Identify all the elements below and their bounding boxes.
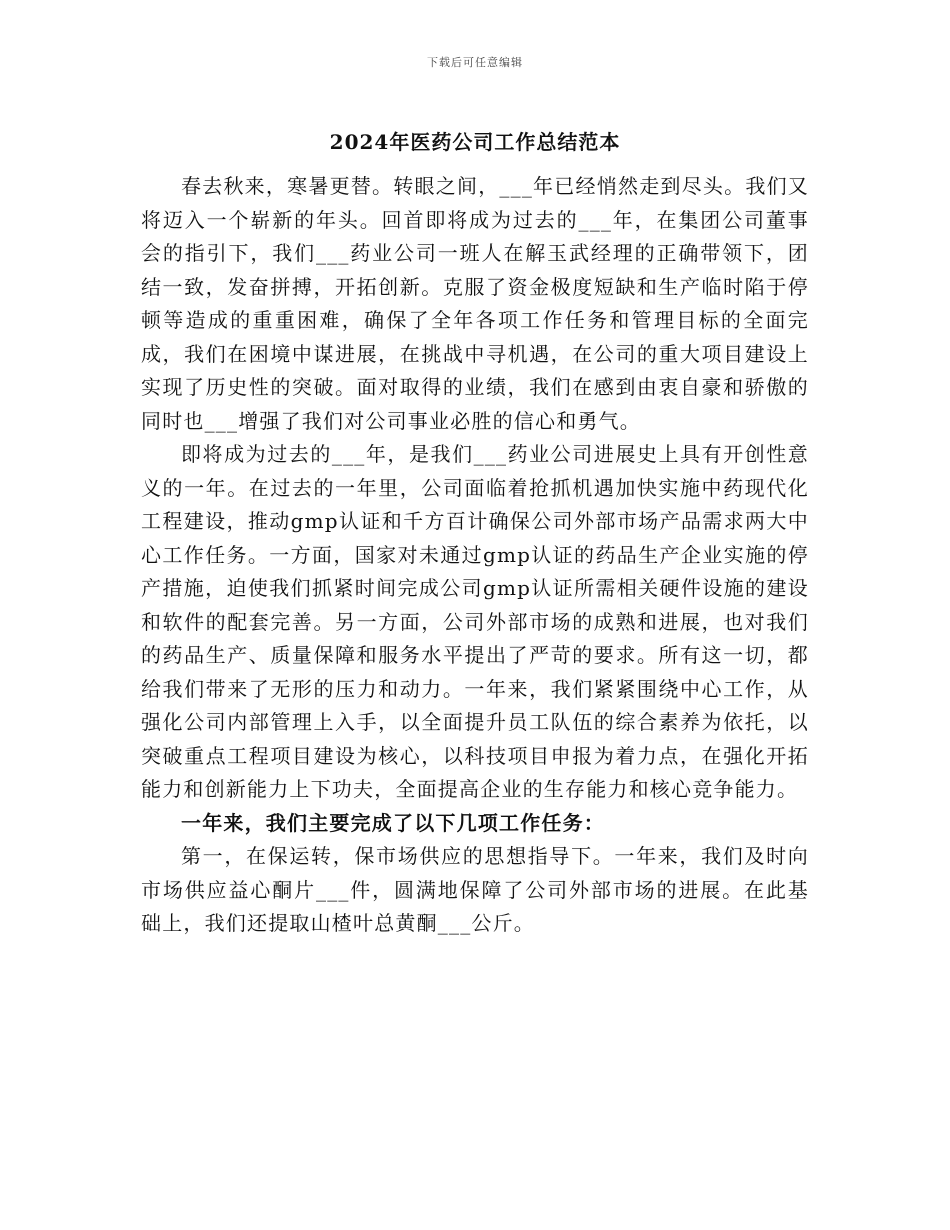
document-title: 2024年医药公司工作总结范本 — [329, 130, 621, 154]
header-note: 下载后可任意编辑 — [427, 56, 523, 69]
section-heading: 一年来，我们主要完成了以下几项工作任务： — [181, 810, 605, 835]
body-paragraph: 春去秋来，寒暑更替。转眼之间，___年已经悄然走到尽头。我们又将迈入一个崭新的年头。回首即将成为过去的___年，在集团公司董事会的指引下，我们___药业公司一班人在解玉武经理的正确带领下，团结一致，发奋拼搏，开拓创新。克服了资金极度短缺和生产临时陷于停顿等造成的重重困难，确保了全年各项工作任务和管理目标的全面完成，我们在困境中谋进展，在挑战中寻机遇，在公司的重大项目建设上实现了历史性的突破。面对取得的业绩，我们在感到由衷自豪和骄傲的同时也___增强了我们对公司事业必胜的信心和勇气。 — [141, 174, 809, 433]
body-paragraph: 第一，在保运转，保市场供应的思想指导下。一年来，我们及时向市场供应益心酮片___件，圆满地保障了公司外部市场的进展。在此基础上，我们还提取山楂叶总黄酮___公斤。 — [141, 844, 809, 935]
document-body — [141, 170, 809, 941]
body-paragraph: 即将成为过去的___年，是我们___药业公司进展史上具有开创性意义的一年。在过去的一年里，公司面临着抢抓机遇加快实施中药现代化工程建设，推动gmp认证和千方百计确保公司外部市场产品需求两大中心工作任务。一方面，国家对未通过gmp认证的药品生产企业实施的停产措施，迫使我们抓紧时间完成公司gmp认证所需相关硬件设施的建设和软件的配套完善。另一方面，公司外部市场的成熟和进展，也对我们的药品生产、质量保障和服务水平提出了严苛的要求。所有这一切，都给我们带来了无形的压力和动力。一年来，我们紧紧围绕中心工作，从强化公司内部管理上入手，以全面提升员工队伍的综合素养为依托，以突破重点工程项目建设为核心，以科技项目申报为着力点，在强化开拓能力和创新能力上下功夫，全面提高企业的生存能力和核心竞争能力。 — [141, 442, 809, 801]
